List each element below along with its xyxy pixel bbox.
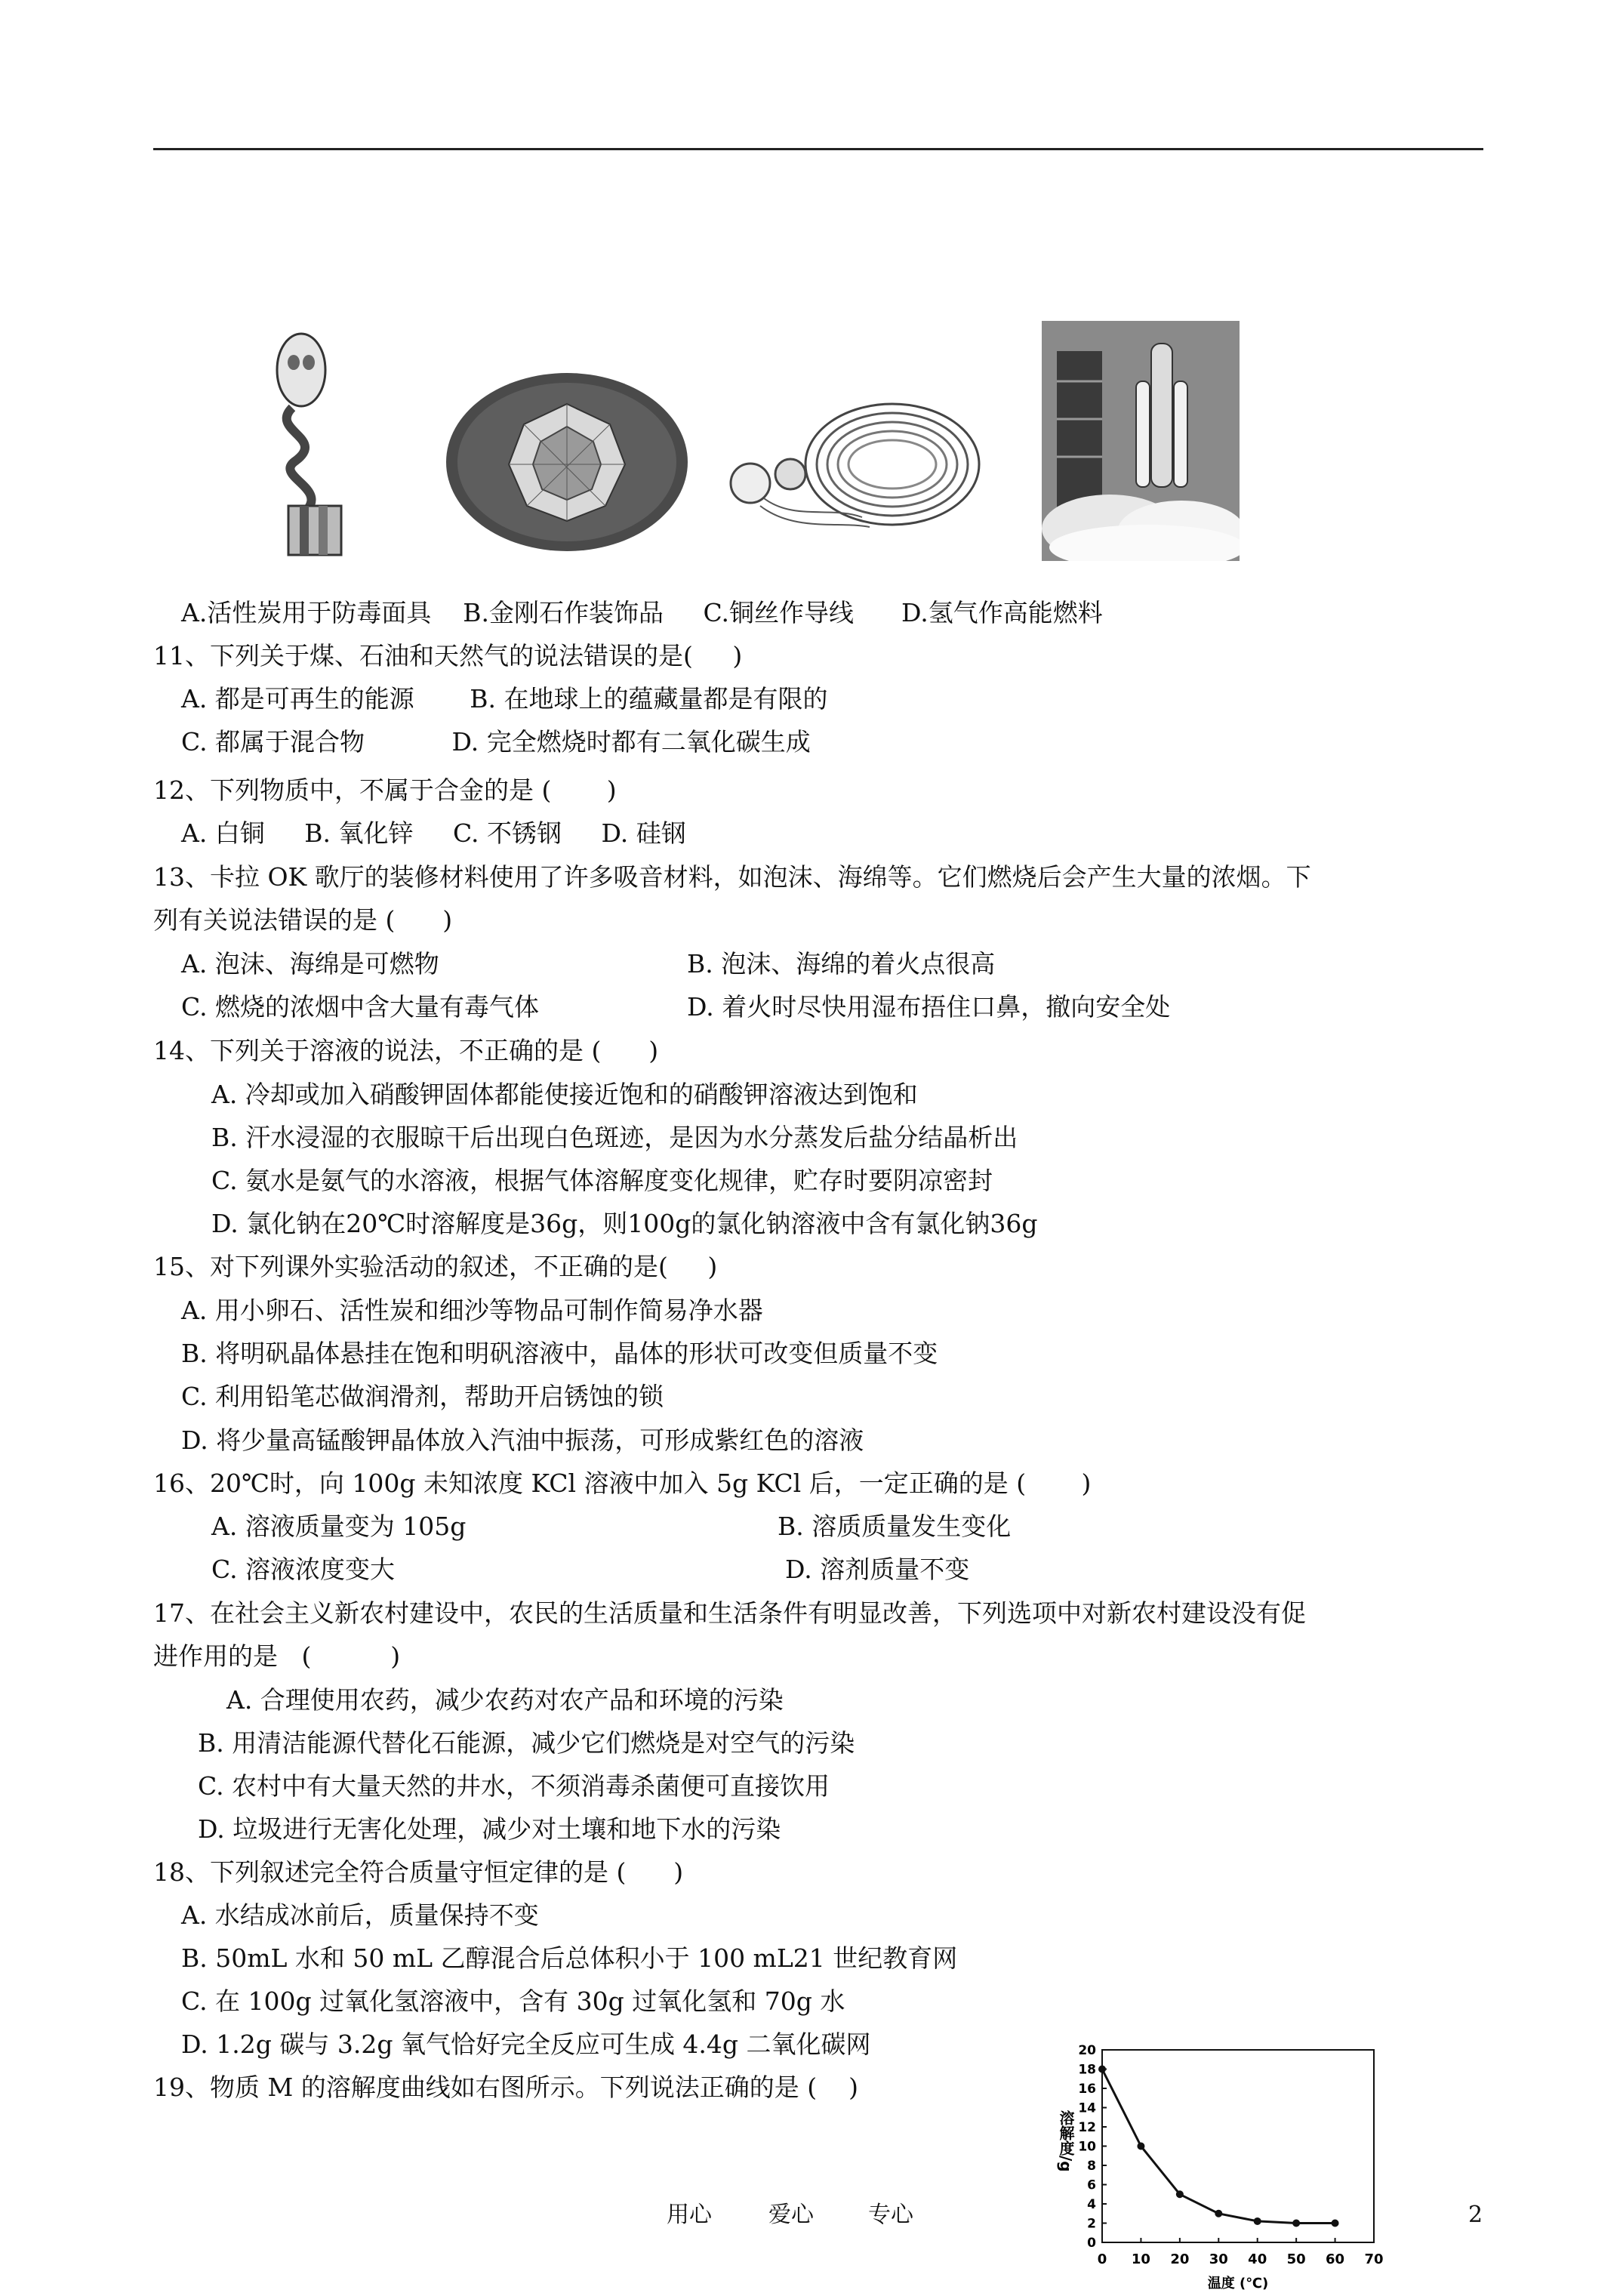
header-rule [153,148,1483,150]
question-19: 19、物质 M 的溶解度曲线如右图所示。下列说法正确的是 ( ) [153,2073,858,2102]
q17-option-d: D. 垃圾进行无害化处理，减少对土壤和地下水的污染 [198,1814,781,1844]
q10-options-caption: A.活性炭用于防毒面具 B.金刚石作装饰品 C.铜丝作导线 D.氢气作高能燃料 [181,598,1103,627]
y-tick-label: 4 [1087,2197,1096,2212]
space-shuttle-image [1042,321,1240,561]
page-number: 2 [1468,2202,1483,2228]
q15-option-a: A. 用小卵石、活性炭和细沙等物品可制作简易净水器 [181,1296,763,1325]
data-point [1215,2210,1222,2217]
x-axis-label: 温度 (℃) [1207,2276,1269,2291]
question-11: 11、下列关于煤、石油和天然气的说法错误的是( ) [153,641,743,670]
q18-option-d: D. 1.2g 碳与 3.2g 氧气恰好完全反应可生成 4.4g 二氧化碳网 [181,2029,871,2059]
q18-option-c: C. 在 100g 过氧化氢溶液中，含有 30g 过氧化氢和 70g 水 [181,1986,845,2016]
q11-option-ab: A. 都是可再生的能源 B. 在地球上的蕴藏量都是有限的 [181,684,828,713]
x-tick-label: 50 [1286,2251,1306,2267]
q18-option-b: B. 50mL 水和 50 mL 乙醇混合后总体积小于 100 mL21 世纪教育网 [181,1943,958,1973]
question-12: 12、下列物质中，不属于合金的是 ( ) [153,775,617,805]
question-16: 16、20℃时，向 100g 未知浓度 KCl 溶液中加入 5g KCl 后，一定正确的是 ( ) [153,1469,1092,1498]
y-tick-label: 16 [1078,2082,1096,2097]
y-tick-label: 20 [1078,2043,1096,2058]
data-point [1332,2220,1339,2227]
y-tick-label: 10 [1078,2139,1096,2155]
question-14: 14、下列关于溶液的说法，不正确的是 ( ) [153,1036,659,1065]
x-tick-label: 70 [1364,2251,1384,2267]
q15-option-d: D. 将少量高锰酸钾晶体放入汽油中振荡，可形成紫红色的溶液 [181,1425,864,1455]
q13-option-b: B. 泡沫、海绵的着火点很高 [687,949,996,978]
x-tick-label: 20 [1170,2251,1190,2267]
data-point [1137,2143,1144,2150]
q13-option-c: C. 燃烧的浓烟中含大量有毒气体 [181,992,540,1022]
copper-wire-image [719,393,990,544]
x-tick-label: 40 [1248,2251,1267,2267]
gas-mask-image [254,321,368,559]
q16-option-a: A. 溶液质量变为 105g [211,1512,467,1541]
x-tick-label: 0 [1097,2251,1107,2267]
x-tick-label: 30 [1209,2251,1228,2267]
q14-option-a: A. 冷却或加入硝酸钾固体都能使接近饱和的硝酸钾溶液达到饱和 [211,1080,918,1109]
y-tick-label: 8 [1087,2159,1096,2174]
q17-option-a: A. 合理使用农药，减少农药对农产品和环境的污染 [226,1685,784,1715]
y-tick-label: 18 [1078,2062,1096,2078]
solubility-curve [1102,2069,1335,2224]
q15-option-c: C. 利用铅笔芯做润滑剂，帮助开启锈蚀的锁 [181,1382,664,1411]
y-tick-label: 2 [1087,2216,1096,2232]
data-point [1292,2220,1300,2227]
footer-mid: 爱心 [768,2202,814,2228]
q13-option-a: A. 泡沫、海绵是可燃物 [181,949,439,978]
question-13: 13、卡拉 OK 歌厅的装修材料使用了许多吸音材料，如泡沫、海绵等。它们燃烧后会产生大量的浓烟。下 [153,862,1311,892]
q14-option-d: D. 氯化钠在20℃时溶解度是36g，则100g的氯化钠溶液中含有氯化钠36g [211,1209,1038,1238]
solubility-curve-chart [1042,2023,1449,2291]
question-17-cont: 进作用的是 ( ) [153,1641,401,1671]
q11-option-cd: C. 都属于混合物 D. 完全燃烧时都有二氧化碳生成 [181,727,811,757]
y-axis-label: 溶解度/g [1057,2110,1075,2172]
q18-option-a: A. 水结成冰前后，质量保持不变 [181,1900,539,1930]
q13-option-d: D. 着火时尽快用湿布捂住口鼻，撤向安全处 [687,992,1171,1022]
q16-option-c: C. 溶液浓度变大 [211,1555,396,1584]
q12-options: A. 白铜 B. 氧化锌 C. 不锈钢 D. 硅钢 [181,818,686,848]
y-tick-label: 14 [1078,2100,1096,2116]
y-tick-label: 12 [1078,2120,1096,2135]
x-tick-label: 60 [1326,2251,1345,2267]
q16-option-d: D. 溶剂质量不变 [785,1555,970,1584]
y-tick-label: 0 [1087,2236,1096,2251]
x-tick-label: 10 [1131,2251,1150,2267]
question-17: 17、在社会主义新农村建设中，农民的生活质量和生活条件有明显改善，下列选项中对新农村建设没有促 [153,1598,1306,1628]
q17-option-c: C. 农村中有大量天然的井水，不须消毒杀菌便可直接饮用 [198,1771,830,1801]
q15-option-b: B. 将明矾晶体悬挂在饱和明矾溶液中，晶体的形状可改变但质量不变 [181,1339,938,1368]
q16-option-b: B. 溶质质量发生变化 [778,1512,1012,1541]
data-point [1254,2217,1261,2225]
data-point [1176,2190,1184,2198]
y-tick-label: 6 [1087,2177,1096,2193]
q14-option-c: C. 氨水是氨气的水溶液，根据气体溶解度变化规律，贮存时要阴凉密封 [211,1166,993,1195]
q14-option-b: B. 汗水浸湿的衣服晾干后出现白色斑迹，是因为水分蒸发后盐分结晶析出 [211,1123,1018,1152]
q17-option-b: B. 用清洁能源代替化石能源，减少它们燃烧是对空气的污染 [198,1728,855,1758]
footer-left: 用心 [667,2202,712,2228]
footer-right: 专心 [868,2202,913,2228]
question-13-cont: 列有关说法错误的是 ( ) [153,905,453,935]
diamond-image [442,370,691,555]
data-point [1098,2066,1106,2073]
question-18: 18、下列叙述完全符合质量守恒定律的是 ( ) [153,1857,684,1887]
question-15: 15、对下列课外实验活动的叙述，不正确的是( ) [153,1252,718,1281]
